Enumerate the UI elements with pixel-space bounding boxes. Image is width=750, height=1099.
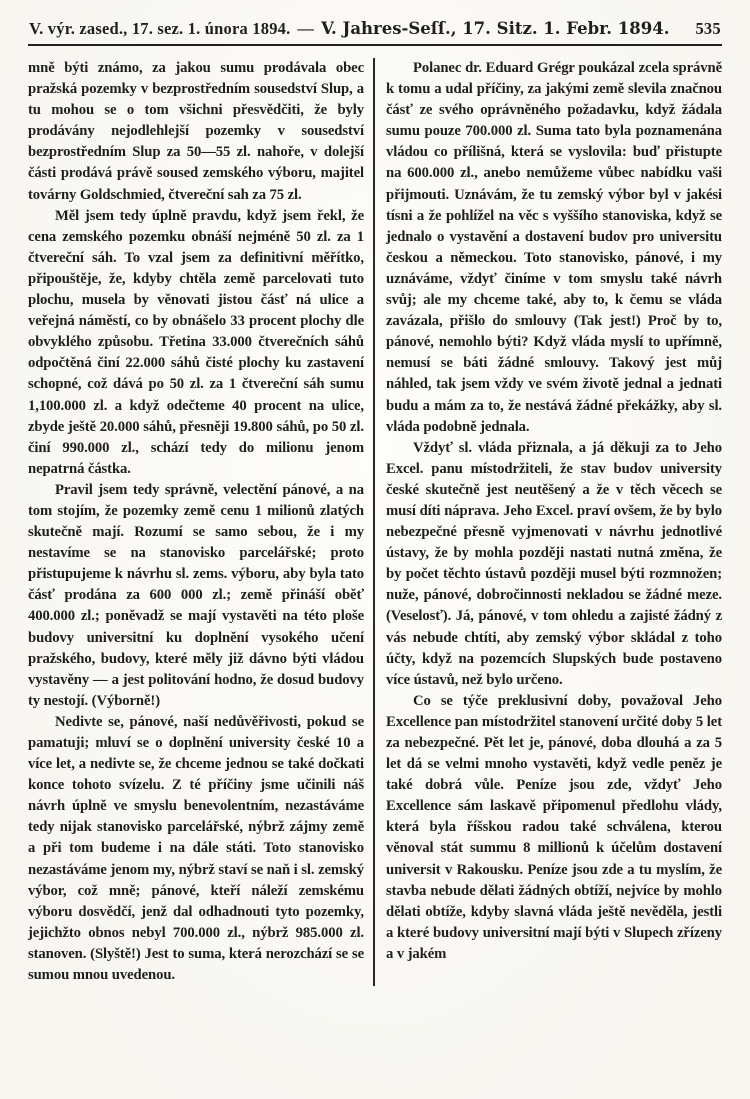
paragraph: Měl jsem tedy úplně pravdu, když jsem řekl, že cena zemského pozemku obnáší nejméně 50 zl. za 1 čtvereční sáh. To vzal jsem za definitivní měřítko, připouštěje, že, kdyby chtěla země parcelovati tuto plochu, musela by věnovati jistou čásť ná ulice a veřejná náměstí, co by obnášelo 33 procent plochy dle obvyklého způsobu. Třetina 33.000 čtverečních sáhů odpočtěná činí 22.000 sáhů čisté plochy ku zastavení schopné, což dává po 50 zl. za 1 čtvereční sáh sumu 1,100.000 zl. a když odečteme 40 procent na ulice, zbyde ještě 20.000 sáhů, přesněji 19.800 sáhů, po 50 zl. činí 990.000 zl., schází tedy do milionu jenom nepatrná částka. [28, 207, 364, 477]
header-session-czech: V. výr. zased., 17. sez. 1. února 1894. [29, 19, 291, 38]
header-separator: — [297, 19, 315, 38]
header-rule [28, 44, 722, 46]
header-session-german: V. Jahres-Seſſ., 17. Sitz. 1. Febr. 1894. [321, 19, 670, 38]
paragraph: Nedivte se, pánové, naší nedůvěřivosti, pokud se pamatuji; mluví se o doplnění university české 10 a více let, a nedivte se, že chceme jednou se také dočkati konce tohoto svízelu. Z té příčiny jsme učinili náš návrh úplně ve smyslu benevolentním, nezastáváme tedy nijak stanovisko parcelářské, nýbrž zájmy země a při tom budeme i na dále státi. Toto stanovisko nezastáváme jenom my, nýbrž staví se naň i sl. zemský výbor, což mně; pánové, kteří náleží zemskému výboru dosvědčí, jenž dal odhadnouti tyto pozemky, jejichžto obnos nebyl 700.000 zl., nýbrž 985.000 zl. stanoven. (Slyště!) Jest to suma, která nerozchází se se sumou mnou uvedenou. [28, 713, 364, 984]
right-column [375, 58, 722, 986]
page-header [0, 0, 750, 39]
page-number: 535 [695, 19, 721, 38]
paragraph: Polanec dr. Eduard Grégr poukázal zcela správně k tomu a udal příčiny, za jakými země slevila značnou čásť ze svého oprávněného požadavku, když žádala sumu pouze 700.000 zl. Suma tato byla poznamenána vládou co přílišná, která se vyslovila: buď přistupte na 600.000 zl., anebo nemůžeme vůbec nabídku vaši přijmouti. Uznávám, že tu zemský výbor byl v jakési tísni a že pohlížel na věc s vyššího stanoviska, když se jednalo o vystavění a dostavení budov pro universitu českou a německou. Toto stanovisko, pánové, i my uznáváme, vždyť činíme v tom smyslu také návrh svůj; ale my chceme také, aby to, k čemu se vláda zavázala, přišlo do smlouvy (Tak jest!) Proč by to, pánové, nemohlo býti? Když vláda myslí to upřímně, nemusí se báti žádné smlouvy. Takový jest můj náhled, tak jsem vždy ve svém životě jednal a jednati budu a mám za to, že nestává žádné překážky, aby sl. vláda podobně jednala. [386, 60, 722, 435]
text-columns [0, 58, 750, 986]
left-column [28, 58, 373, 986]
paragraph: Vždyť sl. vláda přiznala, a já děkuji za to Jeho Excel. panu místodržiteli, že stav budov university české skutečně jest neutěšený a že v těch věcech se musí díti náprava. Jeho Excel. praví ovšem, že by bylo nebezpečné přesně vyjmenovati v návrhu jednotlivé ústavy, že by mohla později nastati nutná změna, že by počet těchto ústavů později musel býti rozmnožen; nuže, pánové, dobročinnosti nekladou se žádné meze. (Veselosť). Já, pánové, v tom ohledu a zajisté žádný z vás nebude chtíti, aby zemský výbor skládal z toho účty, když na pozemcích Slupských bude postaveno více ústavů, než bylo určeno. [386, 439, 722, 688]
paragraph: Pravil jsem tedy správně, velectění pánové, a na tom stojím, že pozemky země cenu 1 milionů zlatých skutečně mají. Rozumí se samo sebou, že i my nestavíme se na stanovisko parcelářské; proto přistupujeme k návrhu sl. zems. výboru, aby byla tato čásť prodána za 600 000 zl.; země přináší oběť 400.000 zl.; poněvadž se mají vystavěti na této ploše budovy universitní ku doplnění vysokého učení pražského, budovy, které měly již dávno býti vládou vystavěny — a jest politování hodno, že dosud budovy ty nestojí. (Výborně!) [28, 481, 364, 709]
paragraph: mně býti známo, za jakou sumu prodávala obec pražská pozemky v bezprostředním sousedství Slup, a tu mohou se o tom všichni přesvědčiti, že byly prodávány nejodlehlejší pozemky v sousedství bezprostředním Slup za 50—55 zl. nahoře, v dolejší části prodává právě soused zemského výboru, majitel továrny Goldschmied, čtvereční sah za 75 zl. [28, 60, 364, 203]
paragraph: Co se týče preklusivní doby, považoval Jeho Excellence pan místodržitel stanovení určité doby 5 let za nebezpečné. Pět let je, pánové, doba dlouhá a za 5 let dá se velmi mnoho vystavěti, když vedle peněz je také dobrá vůle. Peníze jsou zde, vždyť Jeho Excellence sám laskavě připomenul předlohu vlády, která byla říšskou radou také schválena, kterou věnoval stát summu 8 millionů k účelům dostavení universit v Rakousku. Peníze jsou zde a tu myslím, že stavba nebude dělati žádných obtíží, nejvíce by mohlo dělati obtíže, kdyby slavná vláda ještě nevěděla, jestli a které budovy universitní mají býti v Slupech zřízeny a v jakém [386, 692, 722, 962]
